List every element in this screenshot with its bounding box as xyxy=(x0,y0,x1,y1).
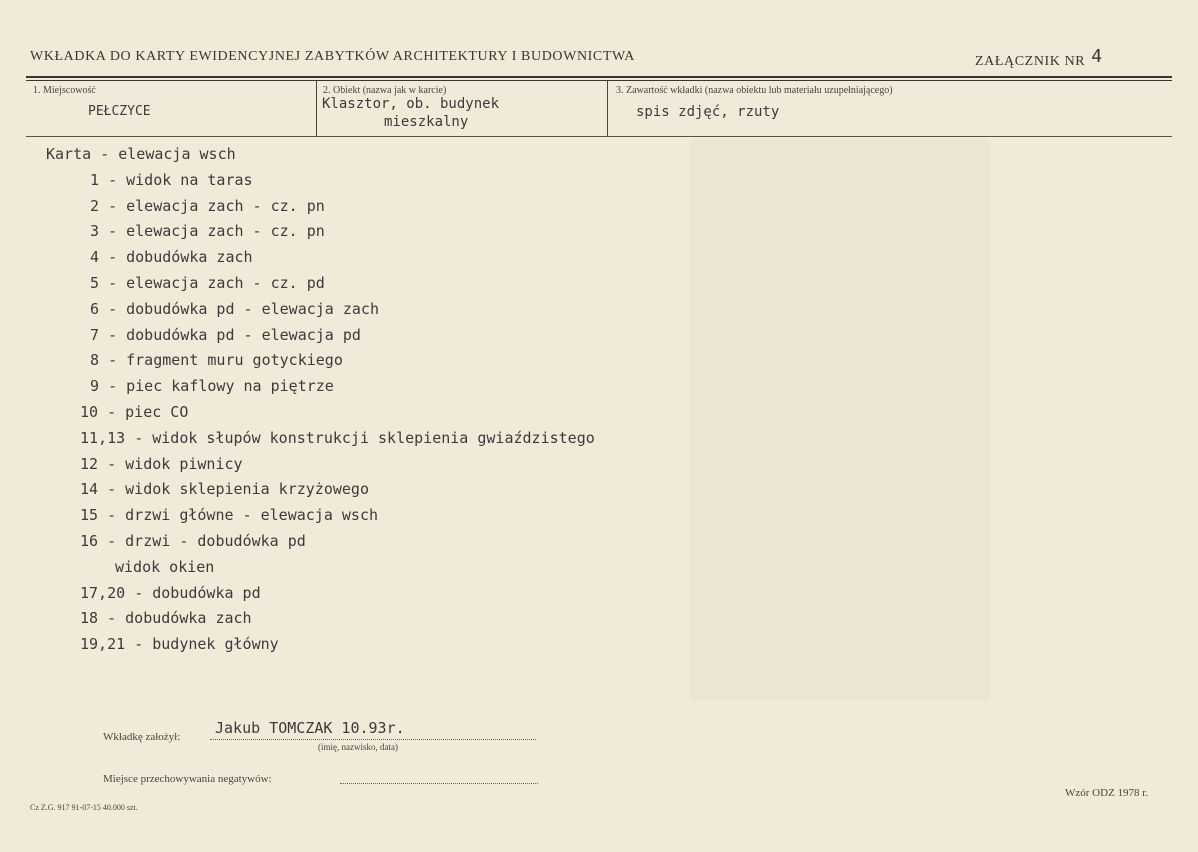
place-value: PEŁCZYCE xyxy=(88,104,151,119)
founder-label: Wkładkę założył: xyxy=(103,731,181,743)
list-item xyxy=(90,222,325,240)
list-item-text: - elewacja wsch xyxy=(100,145,236,163)
list-item-text: - widok piwnicy xyxy=(107,454,243,473)
list-item-number: 7 xyxy=(90,325,100,344)
list-item-text: - piec kaflowy na piętrze xyxy=(108,377,334,396)
print-info: Cz Z.G. 917 91-07-15 40.000 szt. xyxy=(30,803,138,812)
list-item xyxy=(90,197,325,215)
attachment-label: ZAŁĄCZNIK NR xyxy=(975,54,1086,69)
list-item-text: - fragment muru gotyckiego xyxy=(108,351,343,370)
object-label: 2. Obiekt (nazwa jak w karcie) xyxy=(323,85,447,96)
list-item-text: - widok słupów konstrukcji sklepienia gwiaździstego xyxy=(134,428,595,447)
founder-dotted-line xyxy=(210,739,536,740)
list-item xyxy=(90,300,379,318)
list-item-number: 15 xyxy=(80,506,99,525)
list-item-text: - dobudówka pd - elewacja zach xyxy=(108,299,379,318)
header-rule-thin xyxy=(26,80,1172,81)
list-item-text: - elewacja zach - cz. pd xyxy=(108,274,325,292)
paper-shading xyxy=(690,140,990,700)
list-item xyxy=(90,248,253,266)
list-item xyxy=(90,351,343,369)
list-item-text: - widok na taras xyxy=(108,170,253,189)
list-item-text: - drzwi - dobudówka pd xyxy=(107,532,306,550)
list-item-text: - widok sklepienia krzyżowego xyxy=(107,480,369,499)
list-item xyxy=(90,377,334,395)
contents-value: spis zdjęć, rzuty xyxy=(636,104,780,120)
field-divider-2 xyxy=(607,81,608,136)
list-item-text: - dobudówka zach xyxy=(108,248,253,267)
list-item-number: 10 xyxy=(80,403,99,421)
list-item-text: - piec CO xyxy=(107,403,189,421)
list-item-number: 2 xyxy=(90,196,100,215)
object-value-line1: Klasztor, ob. budynek xyxy=(322,96,500,112)
list-item-text: - elewacja zach - cz. pn xyxy=(108,196,325,215)
list-item xyxy=(80,532,306,550)
list-item xyxy=(46,145,236,163)
list-item xyxy=(80,506,378,524)
list-item-number: 3 xyxy=(90,222,100,241)
list-item-number: 12 xyxy=(80,454,99,473)
field-divider-1 xyxy=(316,81,317,136)
list-item xyxy=(115,558,214,576)
list-item xyxy=(90,274,325,292)
list-item-number: 16 xyxy=(80,532,99,550)
object-value xyxy=(322,95,499,131)
form-model: Wzór ODZ 1978 r. xyxy=(1065,787,1149,799)
list-item-text: - drzwi główne - elewacja wsch xyxy=(107,506,379,525)
list-item xyxy=(80,403,188,421)
founder-sublabel: (imię, nazwisko, data) xyxy=(318,742,398,752)
attachment-number: 4 xyxy=(1091,46,1103,67)
list-item-text: - elewacja zach - cz. pn xyxy=(108,222,325,241)
list-item-number: 19,21 xyxy=(80,635,126,654)
list-item-number: 6 xyxy=(90,299,100,318)
list-item xyxy=(90,171,253,189)
list-item-number: 18 xyxy=(80,609,99,628)
list-item-number: 9 xyxy=(90,377,100,396)
list-item-text: - dobudówka zach xyxy=(107,609,252,628)
list-item-number: 8 xyxy=(90,351,100,370)
list-item-number: 17,20 xyxy=(80,583,126,602)
list-item xyxy=(80,584,261,602)
attachment-number-block xyxy=(975,46,1103,70)
contents-label: 3. Zawartość wkładki (nazwa obiektu lub materiału uzupełniającego) xyxy=(616,85,893,96)
list-item-number: Karta xyxy=(46,145,92,163)
list-item-number: 5 xyxy=(90,274,100,292)
list-item xyxy=(80,635,279,653)
negatives-label: Miejsce przechowywania negatywów: xyxy=(103,773,272,785)
fields-bottom-rule xyxy=(26,136,1172,137)
list-item-number: 14 xyxy=(80,480,99,499)
founder-value: Jakub TOMCZAK 10.93r. xyxy=(215,719,405,737)
list-item-number: 4 xyxy=(90,248,100,267)
list-item xyxy=(80,609,252,627)
list-item xyxy=(80,455,243,473)
list-item-number: 11,13 xyxy=(80,428,126,447)
negatives-dotted-line xyxy=(340,783,538,784)
list-item xyxy=(80,480,369,498)
place-label: 1. Miejscowość xyxy=(33,85,96,96)
object-value-line2: mieszkalny xyxy=(384,114,469,130)
list-item-text: - dobudówka pd - elewacja pd xyxy=(108,325,361,344)
list-item-text: - budynek główny xyxy=(134,635,279,654)
list-item-number: 1 xyxy=(90,170,100,189)
list-item xyxy=(80,429,595,447)
list-item-text: widok okien xyxy=(115,557,215,576)
list-item xyxy=(90,326,361,344)
header-rule-thick xyxy=(26,76,1172,78)
form-title: WKŁADKA DO KARTY EWIDENCYJNEJ ZABYTKÓW ARCHITEKTURY I BUDOWNICTWA xyxy=(30,49,635,64)
list-item-text: - dobudówka pd xyxy=(134,583,261,602)
